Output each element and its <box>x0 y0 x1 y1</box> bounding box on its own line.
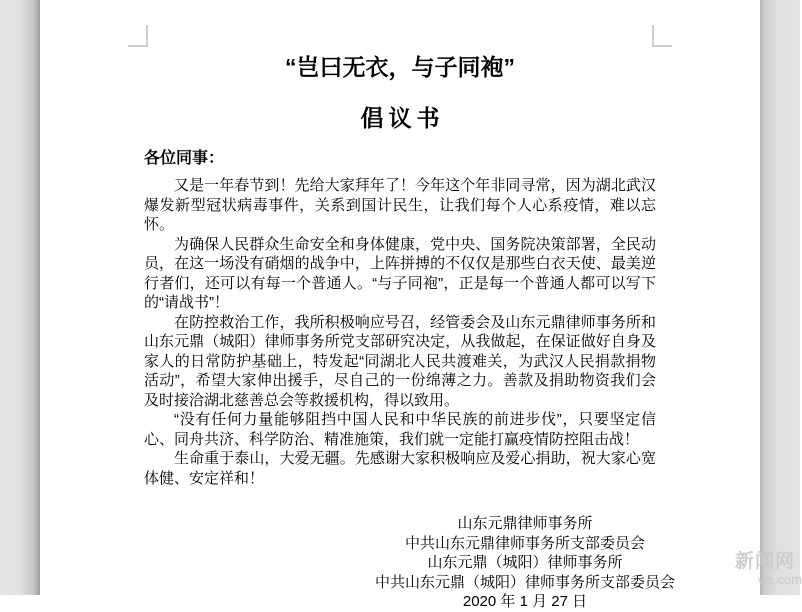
signature-line-4: 中共山东元鼎（城阳）律师事务所支部委员会 <box>374 573 675 591</box>
document-title: “岂曰无衣，与子同袍” <box>285 54 515 80</box>
body-paragraph-5: 生命重于泰山，大爱无疆。先感谢大家积极响应及爱心捐助，祝大家心宽体健、安定祥和！ <box>144 450 656 487</box>
body-paragraph-1: 又是一年春节到！先给大家拜年了！今年这个年非同寻常，因为湖北武汉爆发新型冠状病毒事件，关系到国计民生，让我们每个人心系疫情，难以忘怀。 <box>144 177 656 233</box>
signature-date: 2020 年 1 月 27 日 <box>462 593 588 610</box>
body-paragraph-4: “没有任何力量能够阻挡中国人民和中华民族的前进步伐”，只要坚定信心、同舟共济、科学防治、精准施策，我们就一定能打赢疫情防控阻击战！ <box>144 411 656 448</box>
signature-line-3: 山东元鼎（城阳）律师事务所 <box>427 554 623 571</box>
signature-block <box>269 514 781 612</box>
body-paragraph-3: 在防控救治工作，我所积极响应号召，经管委会及山东元鼎律师事务所和山东元鼎（城阳）律师事务所党支部研究决定，从我做起，在保证做好自身及家人的日常防护基础上，特发起“同湖北人民共渡难关，为武汉人民捐款捐物活动”，希望大家伸出援手，尽自己的一份绵薄之力。善款及捐助物资我们会及时接洽湖北慈善总会等救援机构，得以致用。 <box>144 313 656 409</box>
salutation: 各位同事： <box>144 150 225 167</box>
signature-line-2: 中共山东元鼎律师事务所支部委员会 <box>404 534 645 552</box>
watermark-domain: ws.com <box>758 572 802 587</box>
document-page[interactable] <box>40 0 760 610</box>
watermark-text: 新闻网 <box>735 551 796 572</box>
body-paragraph-2: 为确保人民群众生命安全和身体健康，党中央、国务院决策部署，全民动员，在这一场没有硝烟的战争中，上阵拼搏的不仅仅是那些白衣天使、最美逆行者们，还可以有每一个普通人。“与子同袍”，正是每一个普通人都可以写下的“请战书”！ <box>144 235 656 311</box>
document-content <box>144 0 675 612</box>
document-subtitle: 倡议书 <box>360 105 445 131</box>
signature-line-1: 山东元鼎律师事务所 <box>457 515 593 532</box>
canvas-margin-right <box>760 0 800 595</box>
canvas-margin-left <box>0 0 40 595</box>
